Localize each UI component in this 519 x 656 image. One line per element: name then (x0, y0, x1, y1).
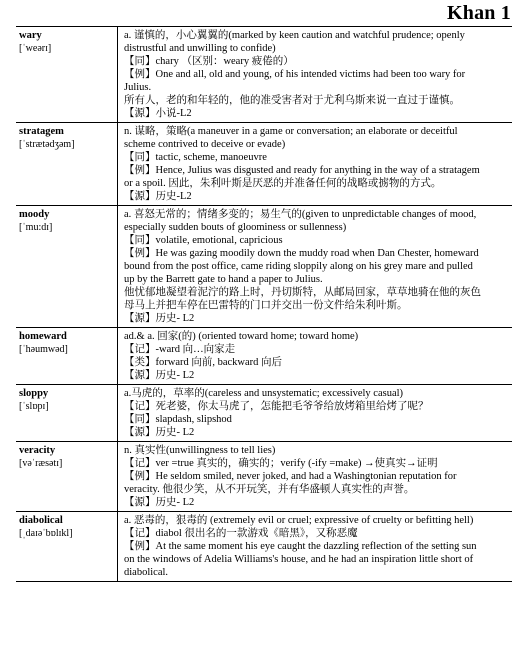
phonetic: [ˌdaɪəˈbɒlɪkl] (19, 528, 73, 539)
definition-cell (118, 385, 512, 441)
headword: wary (19, 30, 42, 41)
definition-line: 【同】volatile, emotional, capricious (124, 235, 283, 246)
definition-line: 母马上并把车停在巴雷特的门口并交出一份文件给朱利叶斯。 (124, 300, 408, 311)
vocab-entry-row (16, 206, 512, 328)
definition-line: 【同】chary （区别：weary 疲倦的） (124, 56, 294, 67)
vocab-entry-row (16, 442, 512, 512)
headword: sloppy (19, 388, 49, 399)
page-title: Khan 1 (446, 2, 511, 24)
definition-line: a. 喜怒无常的；情绪多变的；易生气的(given to unpredictable changes of mood, (124, 209, 477, 220)
definition-cell (118, 123, 512, 205)
definition-line: 【记】-ward 向…向家走 (124, 344, 236, 355)
vocab-entry-row (16, 328, 512, 385)
definition-cell (118, 27, 512, 122)
definition-line: 他忧郁地凝望着泥泞的路上时，丹切斯特，从邮局回家，草草地骑在他的灰色 (124, 287, 481, 298)
headword: veracity (19, 445, 56, 456)
definition-line: up by the Barrett gate to hand a paper to Julius. (124, 274, 323, 285)
definition-line: or a spoil. 因此，朱利叶斯是厌恶的并准备任何的战略或掳物的方式。 (124, 178, 442, 189)
definition-line: a. 恶毒的，狠毒的 (extremely evil or cruel; expressive of cruelty or befitting hell) (124, 515, 474, 526)
definition-line: 【例】Hence, Julius was disgusted and ready for anything in the way of a stratagem (124, 165, 480, 176)
definition-line: 【同】tactic, scheme, manoeuvre (124, 152, 267, 163)
definition-line: ad.& a. 回家(的) (oriented toward home; toward home) (124, 331, 359, 342)
definition-line: n. 真实性(unwillingness to tell lies) (124, 445, 276, 456)
vocab-entry-row (16, 123, 512, 206)
word-cell (16, 442, 118, 511)
word-cell (16, 328, 118, 384)
definition-line: n. 谋略，策略(a maneuver in a game or conversation; an elaborate or deceitful (124, 126, 458, 137)
definition-line: 【记】死老婆，你太马虎了，怎能把毛爷爷给放烤箱里给烤了呢？ (124, 401, 429, 412)
definition-line: 所有人，老的和年轻的，他的准受害者对于尤利乌斯来说一直过于谨慎。 (124, 95, 460, 106)
phonetic: [ˈstrætədʒəm] (19, 139, 75, 150)
vocab-entry-row (16, 385, 512, 442)
definition-line: bound from the post office, came riding sloppily along on his grey mare and pulled (124, 261, 473, 272)
definition-cell (118, 512, 512, 581)
word-cell (16, 123, 118, 205)
definition-line: diabolical. (124, 567, 169, 578)
definition-line: 【源】小说-L2 (124, 108, 192, 119)
definition-line: distrustful and unwilling to confide) (124, 43, 276, 54)
definition-cell (118, 328, 512, 384)
definition-line: 【记】diabol 很出名的一款游戏《暗黑》，又称恶魔 (124, 528, 358, 539)
definition-line: especially sudden bouts of gloominess or sullenness) (124, 222, 347, 233)
phonetic: [vəˈræsətɪ] (19, 458, 63, 469)
definition-line: 【源】历史- L2 (124, 497, 195, 508)
definition-line: a. 谨慎的，小心翼翼的(marked by keen caution and watchful prudence; openly (124, 30, 465, 41)
definition-line: 【源】历史- L2 (124, 313, 195, 324)
phonetic: [ˈmu:dɪ] (19, 222, 53, 233)
headword: moody (19, 209, 50, 220)
definition-line: 【例】He seldom smiled, never joked, and had a Washingtonian reputation for (124, 471, 457, 482)
phonetic: [ˈslɒpɪ] (19, 401, 49, 412)
vocab-entry-row (16, 27, 512, 123)
definition-line: 【例】At the same moment his eye caught the dazzling reflection of the setting sun (124, 541, 477, 552)
definition-cell (118, 442, 512, 511)
vocabulary-table (16, 26, 512, 582)
vocab-entry-row (16, 512, 512, 582)
word-cell (16, 385, 118, 441)
definition-line: 【例】One and all, old and young, of his intended victims had been too wary for (124, 69, 466, 80)
definition-line: 【源】历史- L2 (124, 427, 195, 438)
definition-line: 【类】forward 向前, backward 向后 (124, 357, 283, 368)
definition-line: 【例】He was gazing moodily down the muddy road when Dan Chester, homeward (124, 248, 479, 259)
word-cell (16, 512, 118, 581)
definition-line: scheme contrived to deceive or evade) (124, 139, 286, 150)
definition-line: veracity. 他很少笑，从不开玩笑，并有华盛顿人真实性的声誉。 (124, 484, 415, 495)
definition-line: 【源】历史- L2 (124, 370, 195, 381)
definition-line: 【源】历史-L2 (124, 191, 192, 202)
definition-line: on the windows of Adelia Williams's house, and he had an inspiration little short of (124, 554, 474, 565)
definition-line: a.马虎的，草率的(careless and unsystematic; excessively casual) (124, 388, 404, 399)
definition-line: 【同】slapdash, slipshod (124, 414, 232, 425)
headword: diabolical (19, 515, 63, 526)
phonetic: [ˈhəumwəd] (19, 344, 68, 355)
word-cell (16, 206, 118, 327)
definition-line: Julius. (124, 82, 152, 93)
definition-line: 【记】ver =true 真实的，确实的；verify (-ify =make) →使真实→证明 (124, 458, 438, 469)
headword: stratagem (19, 126, 64, 137)
phonetic: [ˈweərɪ] (19, 43, 52, 54)
headword: homeward (19, 331, 67, 342)
definition-cell (118, 206, 512, 327)
word-cell (16, 27, 118, 122)
